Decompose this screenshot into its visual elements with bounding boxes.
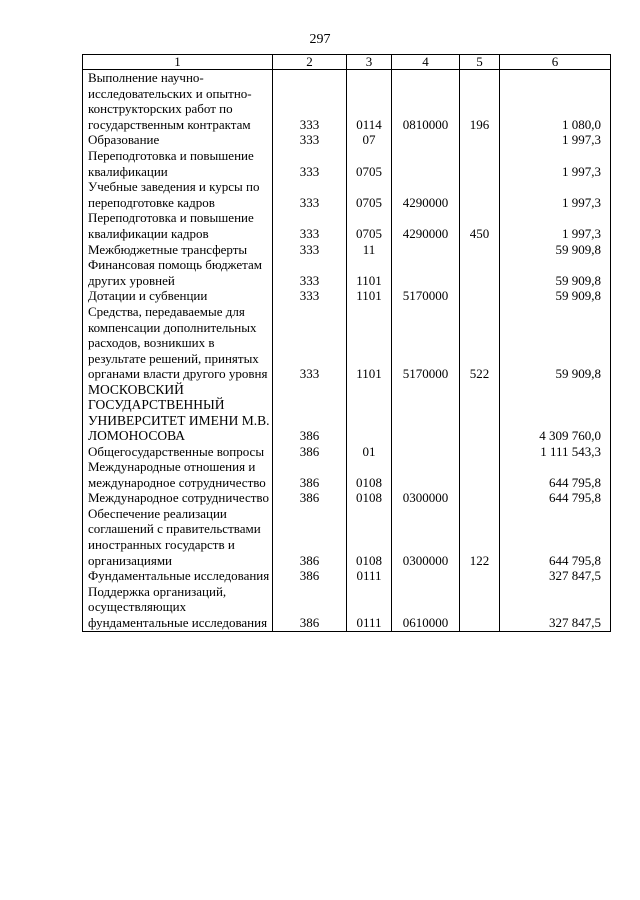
cell-amount: 1 111 543,3 xyxy=(500,444,611,460)
cell-code-4 xyxy=(392,444,460,460)
cell-code-3: 0108 xyxy=(347,506,392,568)
cell-code-5: 122 xyxy=(460,506,500,568)
cell-code-2: 386 xyxy=(273,584,347,631)
page-number: 297 xyxy=(309,32,331,47)
cell-name: Переподготовка и повышение квалификации xyxy=(83,148,273,179)
column-header-6: 6 xyxy=(500,55,611,70)
cell-code-2: 333 xyxy=(273,242,347,258)
cell-amount: 59 909,8 xyxy=(500,257,611,288)
cell-amount: 1 997,3 xyxy=(500,210,611,241)
table-row xyxy=(83,382,611,444)
cell-name: Обеспечение реализации соглашений с правительствами иностранных государств и организациями xyxy=(83,506,273,568)
cell-code-5 xyxy=(460,568,500,584)
table-row xyxy=(83,242,611,258)
cell-code-4: 0810000 xyxy=(392,70,460,133)
table-row xyxy=(83,179,611,210)
cell-amount: 1 080,0 xyxy=(500,70,611,133)
cell-name: Международные отношения и международное сотрудничество xyxy=(83,459,273,490)
cell-code-4: 5170000 xyxy=(392,288,460,304)
cell-amount: 1 997,3 xyxy=(500,132,611,148)
cell-amount: 59 909,8 xyxy=(500,304,611,382)
column-header-3: 3 xyxy=(347,55,392,70)
cell-amount: 327 847,5 xyxy=(500,584,611,631)
cell-code-2: 333 xyxy=(273,132,347,148)
cell-code-2: 386 xyxy=(273,506,347,568)
column-header-1: 1 xyxy=(83,55,273,70)
cell-code-2: 386 xyxy=(273,568,347,584)
cell-code-2: 333 xyxy=(273,148,347,179)
cell-name: Фундаментальные исследования xyxy=(83,568,273,584)
cell-code-3: 0111 xyxy=(347,568,392,584)
table-header-row xyxy=(83,55,611,70)
cell-amount: 1 997,3 xyxy=(500,179,611,210)
table-row xyxy=(83,257,611,288)
cell-code-3: 1101 xyxy=(347,257,392,288)
cell-amount: 644 795,8 xyxy=(500,490,611,506)
cell-code-2: 386 xyxy=(273,382,347,444)
table-row xyxy=(83,459,611,490)
table-row xyxy=(83,132,611,148)
cell-code-4: 5170000 xyxy=(392,304,460,382)
column-header-2: 2 xyxy=(273,55,347,70)
cell-code-4: 4290000 xyxy=(392,210,460,241)
cell-code-5 xyxy=(460,444,500,460)
cell-code-5 xyxy=(460,584,500,631)
table-row xyxy=(83,444,611,460)
cell-name: Учебные заведения и курсы по переподготовке кадров xyxy=(83,179,273,210)
cell-code-4 xyxy=(392,132,460,148)
cell-code-2: 386 xyxy=(273,444,347,460)
cell-code-5: 450 xyxy=(460,210,500,241)
cell-code-3: 01 xyxy=(347,444,392,460)
cell-code-4: 0300000 xyxy=(392,490,460,506)
cell-code-4 xyxy=(392,568,460,584)
cell-code-4 xyxy=(392,257,460,288)
cell-amount: 327 847,5 xyxy=(500,568,611,584)
cell-code-3: 0108 xyxy=(347,490,392,506)
table-row xyxy=(83,490,611,506)
cell-code-3: 11 xyxy=(347,242,392,258)
cell-code-2: 386 xyxy=(273,459,347,490)
table-body xyxy=(83,70,611,632)
cell-name: Межбюджетные трансферты xyxy=(83,242,273,258)
table-row xyxy=(83,506,611,568)
cell-code-2: 333 xyxy=(273,179,347,210)
cell-code-2: 333 xyxy=(273,70,347,133)
cell-code-3: 1101 xyxy=(347,288,392,304)
cell-code-5: 196 xyxy=(460,70,500,133)
cell-name: Переподготовка и повышение квалификации кадров xyxy=(83,210,273,241)
cell-code-5 xyxy=(460,459,500,490)
cell-amount: 59 909,8 xyxy=(500,288,611,304)
cell-code-3: 0705 xyxy=(347,210,392,241)
table-row xyxy=(83,568,611,584)
cell-code-5 xyxy=(460,148,500,179)
cell-code-4 xyxy=(392,459,460,490)
cell-code-4 xyxy=(392,382,460,444)
cell-name: Средства, передаваемые для компенсации дополнительных расходов, возникших в результате решений, принятых органами власти другого уровня xyxy=(83,304,273,382)
column-header-5: 5 xyxy=(460,55,500,70)
table-row xyxy=(83,584,611,631)
cell-code-2: 333 xyxy=(273,210,347,241)
cell-code-4: 0300000 xyxy=(392,506,460,568)
cell-code-5 xyxy=(460,132,500,148)
cell-code-3: 0705 xyxy=(347,179,392,210)
cell-amount: 1 997,3 xyxy=(500,148,611,179)
cell-name: МОСКОВСКИЙ ГОСУДАРСТВЕННЫЙ УНИВЕРСИТЕТ ИМЕНИ М.В. ЛОМОНОСОВА xyxy=(83,382,273,444)
cell-code-3: 1101 xyxy=(347,304,392,382)
table-row xyxy=(83,148,611,179)
cell-code-2: 333 xyxy=(273,304,347,382)
cell-amount: 4 309 760,0 xyxy=(500,382,611,444)
cell-code-3: 0111 xyxy=(347,584,392,631)
cell-code-5: 522 xyxy=(460,304,500,382)
cell-name: Образование xyxy=(83,132,273,148)
cell-code-2: 386 xyxy=(273,490,347,506)
cell-code-4: 4290000 xyxy=(392,179,460,210)
cell-code-4 xyxy=(392,148,460,179)
cell-code-3 xyxy=(347,382,392,444)
cell-name: Поддержка организаций, осуществляющих фундаментальные исследования xyxy=(83,584,273,631)
cell-name: Выполнение научно-исследовательских и опытно-конструкторских работ по государственным контрактам xyxy=(83,70,273,133)
cell-code-2: 333 xyxy=(273,288,347,304)
table-row xyxy=(83,304,611,382)
cell-name: Общегосударственные вопросы xyxy=(83,444,273,460)
cell-code-5 xyxy=(460,242,500,258)
cell-code-3: 0108 xyxy=(347,459,392,490)
cell-code-5 xyxy=(460,257,500,288)
table-row xyxy=(83,210,611,241)
cell-amount: 644 795,8 xyxy=(500,459,611,490)
table-row xyxy=(83,288,611,304)
cell-code-2: 333 xyxy=(273,257,347,288)
cell-name: Дотации и субвенции xyxy=(83,288,273,304)
cell-code-3: 0114 xyxy=(347,70,392,133)
cell-name: Финансовая помощь бюджетам других уровней xyxy=(83,257,273,288)
cell-code-3: 07 xyxy=(347,132,392,148)
cell-code-4 xyxy=(392,242,460,258)
cell-code-5 xyxy=(460,382,500,444)
cell-amount: 644 795,8 xyxy=(500,506,611,568)
cell-amount: 59 909,8 xyxy=(500,242,611,258)
cell-code-5 xyxy=(460,288,500,304)
column-header-4: 4 xyxy=(392,55,460,70)
budget-table xyxy=(82,54,611,632)
cell-code-3: 0705 xyxy=(347,148,392,179)
cell-name: Международное сотрудничество xyxy=(83,490,273,506)
cell-code-5 xyxy=(460,490,500,506)
cell-code-4: 0610000 xyxy=(392,584,460,631)
table-row xyxy=(83,70,611,133)
cell-code-5 xyxy=(460,179,500,210)
